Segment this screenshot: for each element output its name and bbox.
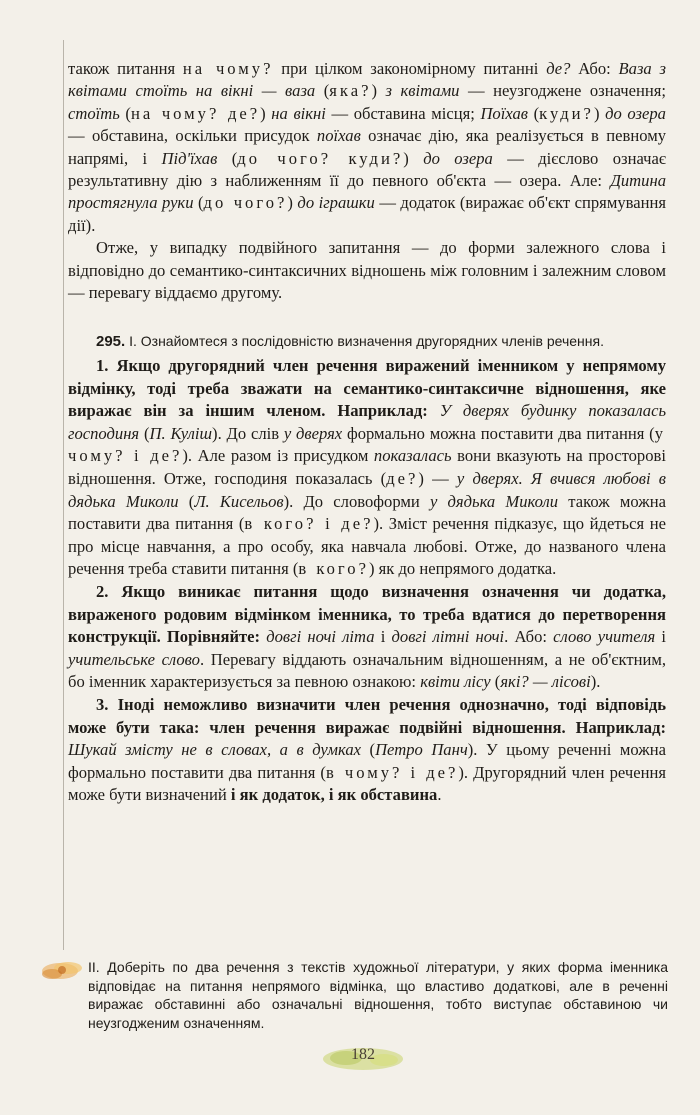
exercise-intro: 295. I. Ознайомтеся з послідовністю визначення другорядних членів речення. <box>96 333 604 350</box>
rule-item-1: 1. Якщо другорядний член речення виражений іменником у непрямому відмінку, тоді треба зважати на семантико-синтаксичне відношення, яке виражає він за іншим членом. Наприклад: У дверях будинку показалась господиня (П. Куліш). До слів у дверях формально можна поставити два питання (у чому? і де?). Але разом із присудком показалась вони вказують на просторові відношення. Отже, господиня показалась (де?) — у дверях. Я вчився любові в дядька Миколи (Л. Кисельов). До словоформи у дядька Миколи також можна поставити два питання (в кого? і де?). Зміст речення підказує, що йдеться не про місце навчання, а про особу, яка навчала любові. Отже, до названого члена речення треба ставити питання (в кого?) як до непрямого додатка. <box>68 356 666 579</box>
binding-edge <box>63 40 64 950</box>
page-number: 182 <box>351 1046 375 1063</box>
exercise-number: 295. <box>96 333 126 350</box>
rule-item-3: 3. Іноді неможливо визначити член речення однозначно, тоді відповідь може бути така: член речення виражає подвійні відношення. Наприклад: Шукай змісту не в словах, а в думках (Петро Панч). У цьому реченні можна формально поставити два питання (в чому? і де?). Другорядний член речення може бути визначений і як додаток, і як обставина. <box>68 694 667 805</box>
task-2 <box>88 958 668 1032</box>
top-section <box>68 58 666 304</box>
paragraph-conclusion: Отже, у випадку подвійного запитання — до форми залежного слова і відповідно до семантико-синтаксичних відношень між головним і залежним словом — перевагу віддаємо другому. <box>68 238 666 303</box>
exercise-295 <box>68 332 666 807</box>
page-number-badge <box>318 1044 408 1074</box>
flower-icon <box>38 956 92 986</box>
rule-item-2: 2. Якщо виникає питання щодо визначення означення чи додатка, вираженого родовим відмінком іменника, то треба вдатися до перетворення конструкції. Порівняйте: довгі ночі літа і довгі літні ночі. Або: слово учителя і учительське слово. Перевагу віддають означальним відношенням, а не об'єктним, бо іменник характеризується за певною ознакою: квіти лісу (які? — лісові). <box>68 581 666 692</box>
paragraph-double-question: також питання на чому? при цілком закономірному питанні де? Або: Ваза з квітами стоїть на вікні — ваза (яка?) з квітами — неузгоджене означення; стоїть (на чому? де?) на вікні — обставина місця; Поїхав (куди?) до озера — обставина, оскільки присудок поїхав означає дію, яка реалізується в певному напрямі, і Під'їхав (до чого? куди?) до озера — дієслово означає результативну дію з наближенням її до певного об'єкта — озера. Але: Дитина простягнула руки (до чого?) до іграшки — додаток (виражає об'єкт спрямування дії). <box>68 59 666 235</box>
task-2-text: II. Доберіть по два речення з текстів художньої літератури, у яких форма іменника відповідає на питання непрямого відмінка, що властиво додаткові, але в реченні виражає обставинні або означальні відношення, тобто виступає обставиною чи неузгодженим означенням. <box>88 959 668 1031</box>
